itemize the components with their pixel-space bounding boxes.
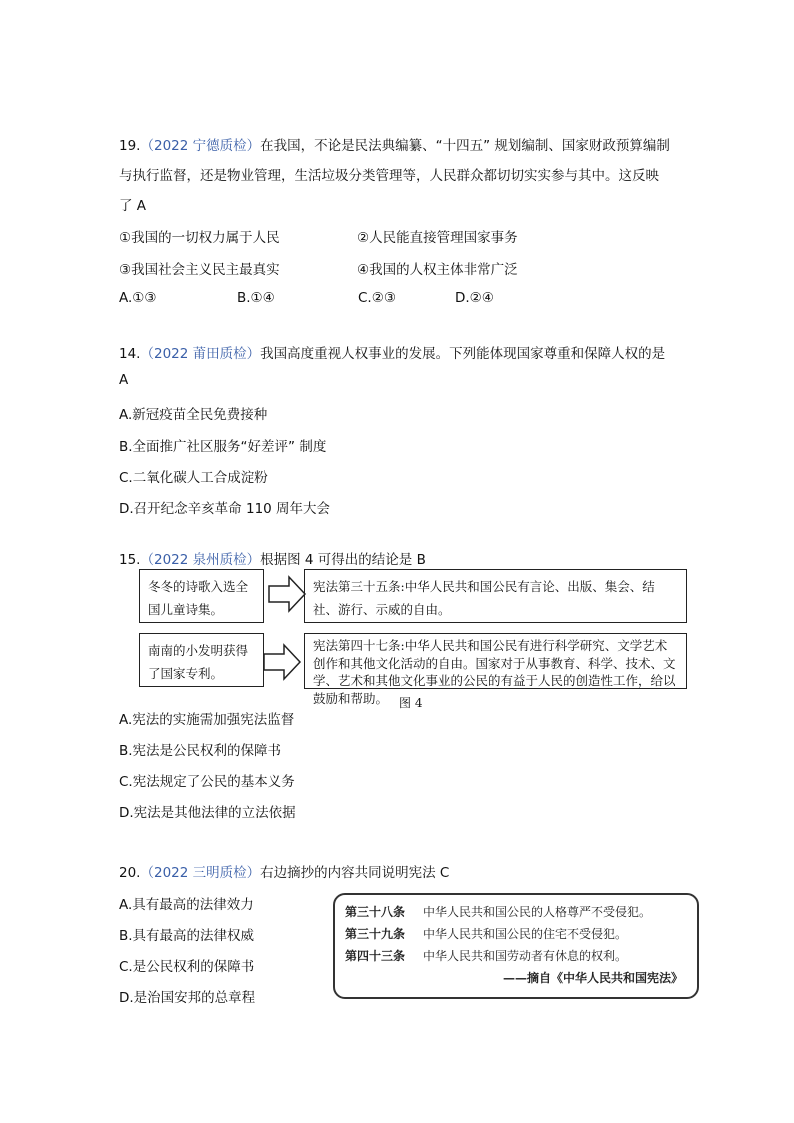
figure4-box2-right: 宪法第四十七条:中华人民共和国公民有进行科学研究、文学艺术创作和其他文化活动的自由。国家对于从事教育、科学、技术、文学、艺术和其他文化事业的公民的有益于人民的创造性工作，给以鼓励和帮助。 (304, 633, 687, 689)
q20-number: 20. (119, 865, 141, 881)
q15-number: 15. (119, 552, 141, 568)
excerpt-article: 第三十八条 (345, 905, 406, 919)
q19-line1 (119, 134, 670, 154)
q19-stem-2: 与执行监督，还是物业管理，生活垃圾分类管理等，人民群众都切切实实参与其中。这反映 (119, 168, 659, 184)
excerpt-article: 第三十九条 (345, 927, 406, 941)
q15-stem: 根据图 4 可得出的结论是 B (260, 552, 426, 568)
q15-option-c: C.宪法规定了公民的基本义务 (119, 774, 295, 790)
q14-answer: A (119, 372, 129, 388)
q20-line1 (119, 861, 449, 881)
excerpt-text: 中华人民共和国公民的住宅不受侵犯。 (423, 927, 628, 941)
q19-number: 19. (119, 138, 141, 154)
q15-option-d: D.宪法是其他法律的立法依据 (119, 805, 296, 821)
q14-line1 (119, 342, 665, 362)
constitution-excerpt (333, 893, 699, 999)
q14-source: （2022 莆田质检） (140, 346, 261, 362)
q19-statement-4: ④我国的人权主体非常广泛 (357, 262, 518, 278)
q14-option-a: A.新冠疫苗全民免费接种 (119, 407, 268, 423)
q19-source: （2022 宁德质检） (140, 138, 261, 154)
q14-stem: 我国高度重视人权事业的发展。下列能体现国家尊重和保障人权的是 (260, 346, 666, 362)
q19-stem-3: 了 A (119, 198, 147, 214)
q15-option-a: A.宪法的实施需加强宪法监督 (119, 712, 295, 728)
figure4-box1-right: 宪法第三十五条:中华人民共和国公民有言论、出版、集会、结社、游行、示威的自由。 (304, 569, 687, 623)
q20-option-d: D.是治国安邦的总章程 (119, 990, 256, 1006)
q14-option-d: D.召开纪念辛亥革命 110 周年大会 (119, 501, 331, 517)
excerpt-article: 第四十三条 (345, 949, 406, 963)
arrow-right-icon (262, 642, 302, 682)
q20-source: （2022 三明质检） (140, 865, 261, 881)
q14-number: 14. (119, 346, 141, 362)
q20-option-c: C.是公民权利的保障书 (119, 959, 255, 975)
q14-option-b: B.全面推广社区服务“好差评” 制度 (119, 439, 327, 455)
q19-option-c: C.②③ (358, 290, 396, 306)
excerpt-row (345, 901, 687, 923)
excerpt-source: ——摘自《中华人民共和国宪法》 (502, 971, 683, 985)
figure4-box1-left: 冬冬的诗歌入选全国儿童诗集。 (139, 569, 264, 623)
q19-option-d: D.②④ (455, 290, 494, 306)
q19-option-a: A.①③ (119, 290, 157, 306)
q19-statement-2: ②人民能直接管理国家事务 (357, 230, 518, 246)
q19-stem-1: 在我国，不论是民法典编纂、“十四五” 规划编制、国家财政预算编制 (260, 138, 670, 154)
figure4-box2-left: 南南的小发明获得了国家专利。 (139, 633, 264, 687)
arrow-right-icon (267, 574, 307, 614)
excerpt-text: 中华人民共和国劳动者有休息的权利。 (423, 949, 628, 963)
q20-option-a: A.具有最高的法律效力 (119, 897, 254, 913)
q19-statement-1: ①我国的一切权力属于人民 (119, 230, 280, 246)
q20-option-b: B.具有最高的法律权威 (119, 928, 255, 944)
figure4-caption: 图 4 (399, 696, 423, 710)
excerpt-row (345, 945, 687, 967)
excerpt-row (345, 923, 687, 945)
excerpt-text: 中华人民共和国公民的人格尊严不受侵犯。 (423, 905, 652, 919)
q20-stem: 右边摘抄的内容共同说明宪法 C (260, 865, 450, 881)
q19-option-b: B.①④ (237, 290, 275, 306)
q15-source: （2022 泉州质检） (140, 552, 261, 568)
q15-line1 (119, 548, 426, 568)
q15-option-b: B.宪法是公民权利的保障书 (119, 743, 282, 759)
q14-option-c: C.二氧化碳人工合成淀粉 (119, 470, 268, 486)
q19-statement-3: ③我国社会主义民主最真实 (119, 262, 280, 278)
